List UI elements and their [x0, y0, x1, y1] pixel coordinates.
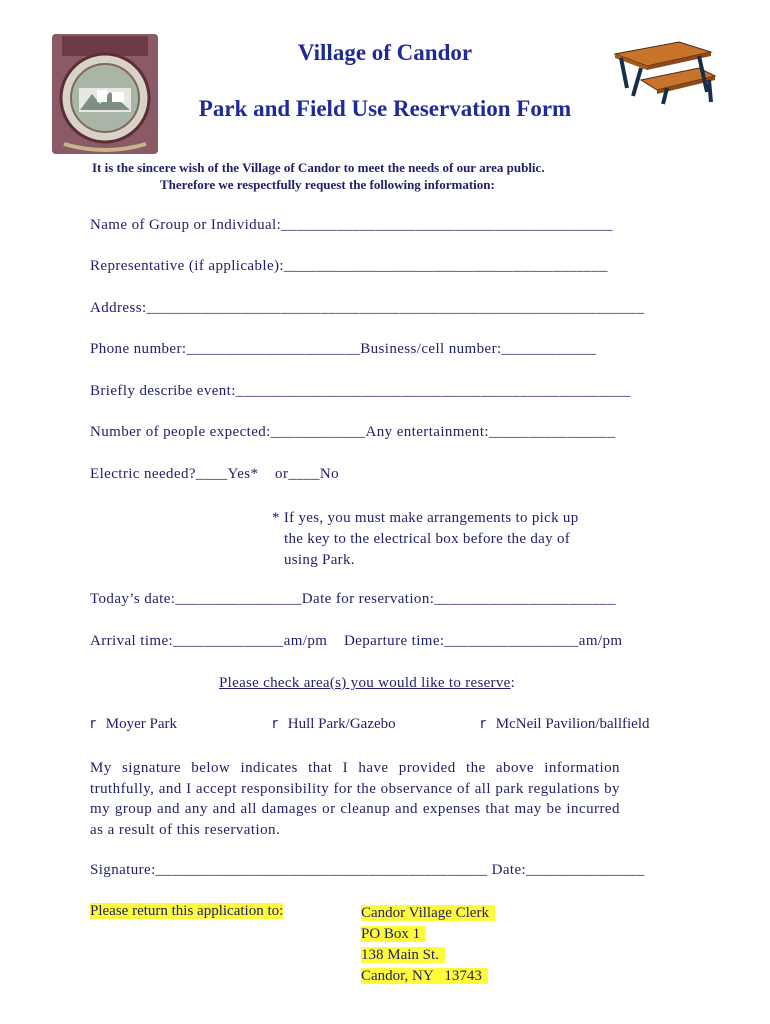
area-option-label: McNeil Pavilion/ballfield — [495, 716, 650, 732]
return-address-line: Candor, NY 13743 — [361, 968, 488, 984]
intro-line-1: It is the sincere wish of the Village of Candor to meet the needs of our area public. — [92, 160, 545, 175]
form-title: Village of Candor — [297, 40, 473, 65]
form-subtitle: Park and Field Use Reservation Form — [198, 96, 572, 121]
electric-needed-field[interactable]: Electric needed?____Yes* or____No — [90, 466, 340, 482]
electric-note-line-1: * If yes, you must make arrangements to pick up — [272, 510, 579, 526]
return-address — [361, 903, 495, 987]
area-option-label: Hull Park/Gazebo — [287, 716, 396, 732]
arrival-departure-field[interactable]: Arrival time:______________am/pm Departure time:_________________am/pm — [90, 633, 623, 649]
area-option-hull-park[interactable] — [272, 716, 396, 733]
area-check-header-text: Please check area(s) you would like to reserve — [219, 675, 511, 691]
return-address-line: 138 Main St. — [361, 947, 445, 963]
electric-note-line-2: the key to the electrical box before the day of — [284, 531, 571, 547]
people-entertainment-field[interactable]: Number of people expected:____________Any entertainment:________________ — [90, 424, 616, 440]
signature-field[interactable]: Signature:__________________________________________ Date:_______________ — [90, 862, 645, 878]
intro-line-2: Therefore we respectfully request the following information: — [160, 177, 495, 192]
area-check-header — [219, 675, 515, 692]
area-option-label: Moyer Park — [105, 716, 178, 732]
checkbox-icon[interactable]: r — [272, 716, 278, 732]
representative-field[interactable]: Representative (if applicable):_________________________________________ — [90, 258, 608, 274]
event-description-field[interactable]: Briefly describe event:__________________________________________________ — [90, 383, 631, 399]
checkbox-icon[interactable]: r — [90, 716, 96, 732]
area-option-mcneil-pavilion[interactable] — [480, 716, 650, 733]
address-field[interactable]: Address:_______________________________________________________________ — [90, 300, 645, 316]
area-option-moyer-park[interactable] — [90, 716, 177, 733]
return-address-line: Candor Village Clerk — [361, 905, 495, 921]
picnic-table-icon — [607, 36, 717, 106]
return-label — [90, 903, 283, 920]
electric-note-line-3: using Park. — [284, 552, 355, 568]
return-label-text: Please return this application to: — [90, 903, 284, 919]
signature-statement: My signature below indicates that I have provided the above information truthfully, and I accept responsibility for the observance of all park regulations by my group and any and all damages or cleanup and expenses that may be incurred as a result of this reservation. — [90, 760, 620, 838]
phone-field[interactable]: Phone number:______________________Business/cell number:____________ — [90, 341, 597, 357]
return-address-line: PO Box 1 — [361, 926, 426, 942]
electric-note — [272, 508, 579, 571]
area-check-header-colon: : — [510, 675, 516, 691]
name-field[interactable]: Name of Group or Individual:__________________________________________ — [90, 217, 613, 233]
date-field[interactable]: Today’s date:________________Date for reservation:_______________________ — [90, 591, 616, 607]
intro-text — [92, 159, 692, 193]
checkbox-icon[interactable]: r — [480, 716, 486, 732]
